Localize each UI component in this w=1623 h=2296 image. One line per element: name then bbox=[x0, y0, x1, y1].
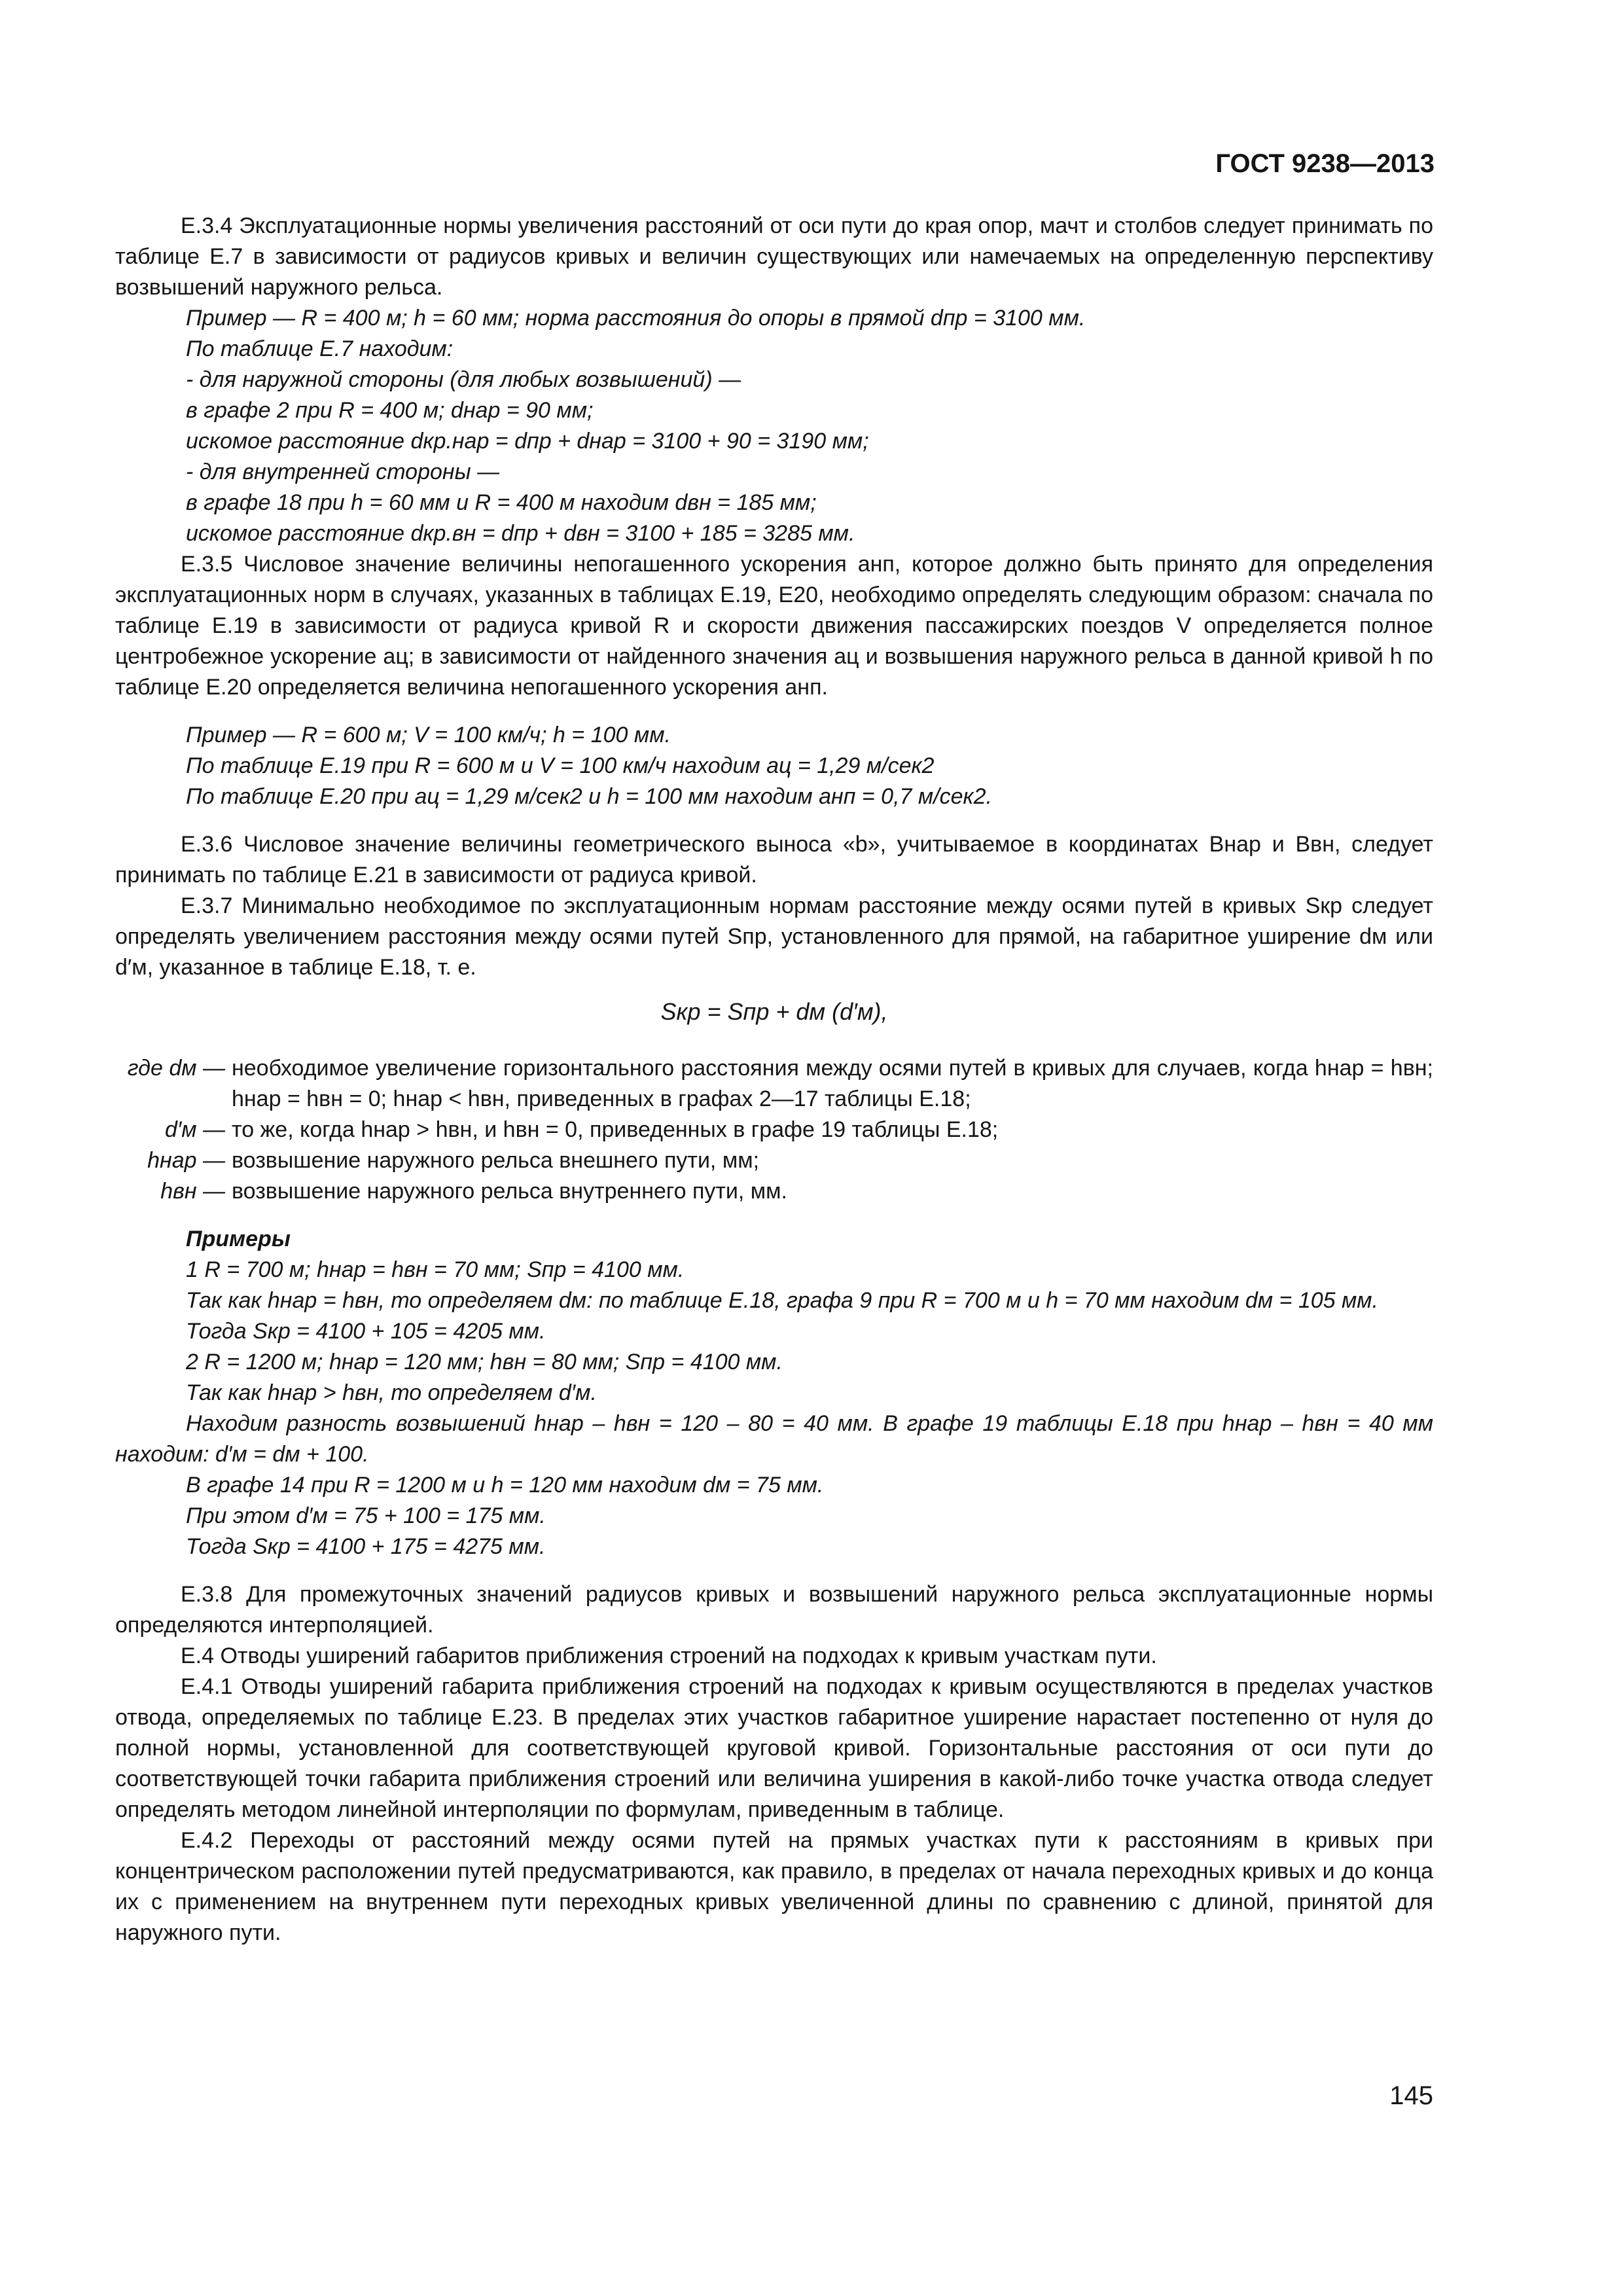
example-line: Так как hнар = hвн, то определяем dм: по таблице Е.18, графа 9 при R = 700 м и h = 70 мм находим dм = 105 мм. bbox=[186, 1288, 1379, 1313]
definition-symbol: hвн — bbox=[160, 1179, 225, 1204]
paragraph-e36: Е.3.6 Числовое значение величины геометрического выноса «b», учитываемое в координатах Bнар и Bвн, следует принимать по таблице Е.21 в зависимости от радиуса кривой. bbox=[115, 832, 1433, 888]
example-line: - для наружной стороны (для любых возвышений) — bbox=[186, 367, 741, 392]
example-line: Так как hнар > hвн, то определяем d′м. bbox=[186, 1380, 597, 1405]
definition-text: возвышение наружного рельса внешнего пути, мм; bbox=[232, 1148, 760, 1173]
example-line: Находим разность возвышений hнар – hвн = 120 – 80 = 40 мм. В графе 19 таблицы Е.18 при hнар – hвн = 40 мм находим: d′м = dм + 100. bbox=[115, 1411, 1433, 1467]
paragraph-e35: Е.3.5 Числовое значение величины непогашенного ускорения aнп, которое должно быть принято для определения эксплуатационных норм в случаях, указанных в таблицах Е.19, Е20, необходимо определять следующим образом: сначала по таблице Е.19 в зависимости от радиуса кривой R и скорости движения пассажирских поездов V определяется полное центробежное ускорение aц; в зависимости от найденного значения aц и возвышения наружного рельса в данной кривой h по таблице Е.20 определяется величина непогашенного ускорения aнп. bbox=[115, 552, 1433, 700]
example-line: Тогда Sкр = 4100 + 175 = 4275 мм. bbox=[186, 1534, 546, 1559]
definition-symbol: hнар — bbox=[147, 1148, 225, 1173]
example-line: в графе 2 при R = 400 м; dнар = 90 мм; bbox=[186, 398, 594, 423]
page-content bbox=[115, 211, 1433, 1948]
page-number: 145 bbox=[1389, 2081, 1433, 2110]
example-line: По таблице Е.19 при R = 600 м и V = 100 км/ч находим aц = 1,29 м/сек2 bbox=[186, 753, 935, 778]
definition-symbol: d′м — bbox=[164, 1117, 225, 1142]
definition-item bbox=[115, 1053, 1433, 1115]
paragraph-e4: Е.4 Отводы уширений габаритов приближения строений на подходах к кривым участкам пути. bbox=[181, 1643, 1157, 1668]
examples-heading: Примеры bbox=[186, 1227, 291, 1251]
example-line: Пример — R = 400 м; h = 60 мм; норма расстояния до опоры в прямой dпр = 3100 мм. bbox=[186, 306, 1086, 331]
standard-designation: ГОСТ 9238—2013 bbox=[1215, 149, 1435, 178]
example-line: в графе 18 при h = 60 мм и R = 400 м находим dвн = 185 мм; bbox=[186, 490, 817, 515]
example-line: искомое расстояние dкр.нар = dпр + dнар = 3100 + 90 = 3190 мм; bbox=[186, 429, 869, 454]
definition-text: необходимое увеличение горизонтального расстояния между осями путей в кривых для случаев, когда hнар = hвн; hнар = hвн = 0; hнар < hвн, приведенных в графах 2—17 таблицы Е.18; bbox=[232, 1056, 1433, 1111]
definition-item bbox=[115, 1145, 1433, 1176]
definition-text: то же, когда hнар > hвн, и hвн = 0, приведенных в графе 19 таблицы Е.18; bbox=[232, 1117, 999, 1142]
example-line: По таблице Е.7 находим: bbox=[186, 336, 454, 361]
example-line: Пример — R = 600 м; V = 100 км/ч; h = 100 мм. bbox=[186, 723, 671, 747]
paragraph-e38: Е.3.8 Для промежуточных значений радиусов кривых и возвышений наружного рельса эксплуатационные нормы определяются интерполяцией. bbox=[115, 1582, 1433, 1638]
example-line: - для внутренней стороны — bbox=[186, 459, 500, 484]
paragraph-e34: Е.3.4 Эксплуатационные нормы увеличения расстояний от оси пути до края опор, мачт и столбов следует принимать по таблице Е.7 в зависимости от радиусов кривых и величин существующих или намечаемых на определенную перспективу возвышений наружного рельса. bbox=[115, 213, 1433, 300]
example-line: По таблице Е.20 при aц = 1,29 м/сек2 и h = 100 мм находим aнп = 0,7 м/сек2. bbox=[186, 784, 992, 809]
definition-item bbox=[115, 1115, 1433, 1145]
example-line: Тогда Sкр = 4100 + 105 = 4205 мм. bbox=[186, 1319, 546, 1344]
example-line: При этом d′м = 75 + 100 = 175 мм. bbox=[186, 1503, 546, 1528]
example-line: В графе 14 при R = 1200 м и h = 120 мм находим dм = 75 мм. bbox=[186, 1473, 824, 1498]
clearance-formula: Sкр = Sпр + dм (d′м), bbox=[660, 998, 888, 1025]
example-line: 1 R = 700 м; hнар = hвн = 70 мм; Sпр = 4100 мм. bbox=[186, 1257, 685, 1282]
paragraph-e41: Е.4.1 Отводы уширений габарита приближения строений на подходах к кривым осуществляются в пределах участков отвода, определяемых по таблице Е.23. В пределах этих участков габаритное уширение нарастает постепенно от нуля до полной нормы, установленной для соответствующей круговой кривой. Горизонтальные расстояния от оси пути до соответствующей точки габарита приближения строений или величина уширения в какой-либо точке участка отвода следует определять методом линейной интерполяции по формулам, приведенным в таблице. bbox=[115, 1674, 1433, 1822]
definition-item bbox=[115, 1176, 1433, 1207]
paragraph-e37: Е.3.7 Минимально необходимое по эксплуатационным нормам расстояние между осями путей в кривых Sкр следует определять увеличением расстояния между осями путей Sпр, установленного для прямой, на габаритное уширение dм или d′м, указанное в таблице Е.18, т. е. bbox=[115, 893, 1433, 980]
definition-text: возвышение наружного рельса внутреннего пути, мм. bbox=[232, 1179, 788, 1204]
example-line: искомое расстояние dкр.вн = dпр + dвн = 3100 + 185 = 3285 мм. bbox=[186, 521, 855, 546]
paragraph-e42: Е.4.2 Переходы от расстояний между осями путей на прямых участках пути к расстояниям в кривых при концентрическом расположении путей предусматриваются, как правило, в пределах от начала переходных кривых и до конца их с применением на внутреннем пути переходных кривых увеличенной длины по сравнению с длиной, принятой для наружного пути. bbox=[115, 1828, 1433, 1945]
definition-symbol: где dм — bbox=[127, 1056, 225, 1081]
example-line: 2 R = 1200 м; hнар = 120 мм; hвн = 80 мм; Sпр = 4100 мм. bbox=[186, 1350, 783, 1374]
